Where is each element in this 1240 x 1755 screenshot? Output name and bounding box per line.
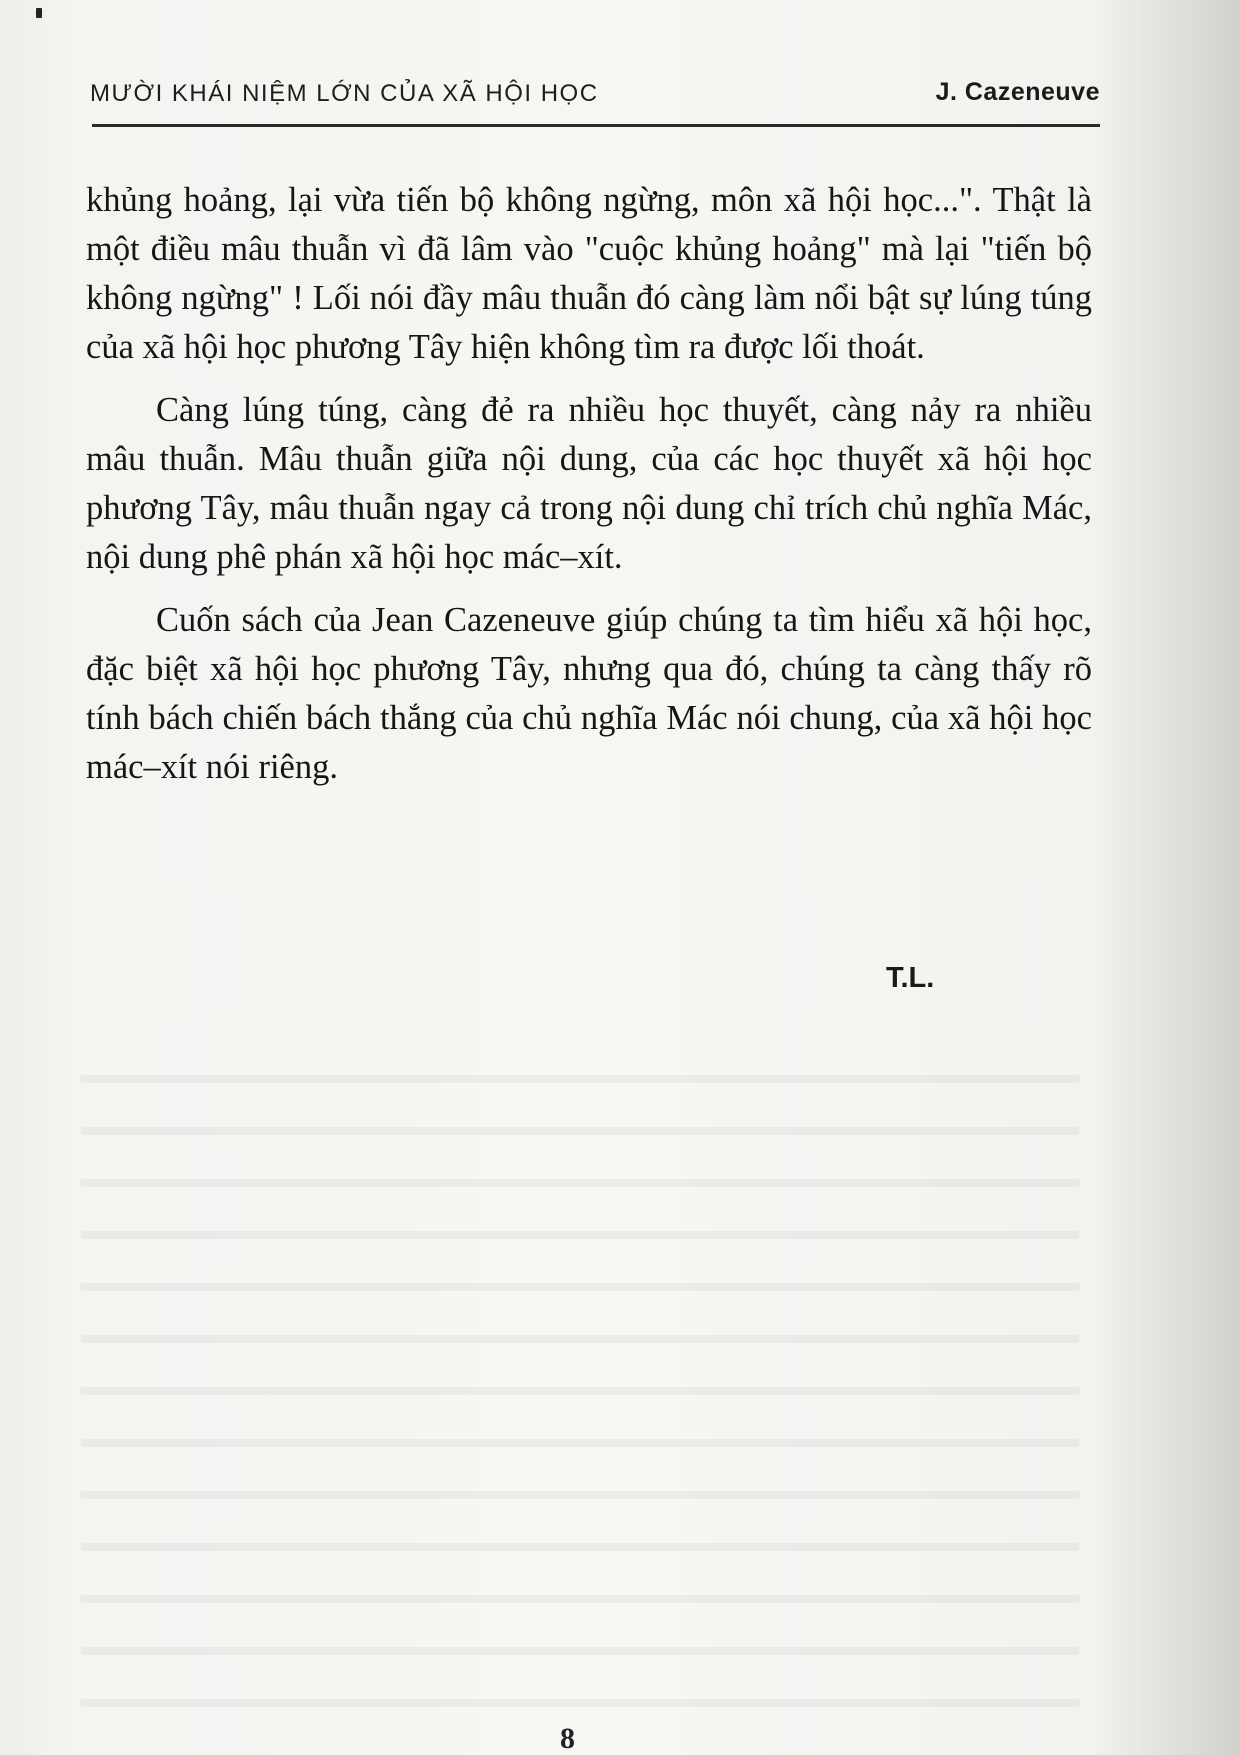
show-through-line: [80, 1283, 1080, 1291]
show-through-line: [80, 1491, 1080, 1499]
show-through-line: [80, 1647, 1080, 1655]
show-through-line: [80, 1543, 1080, 1551]
paragraph-3: Cuốn sách của Jean Cazeneuve giúp chúng ta tìm hiểu xã hội học, đặc biệt xã hội học phương Tây, nhưng qua đó, chúng ta càng thấy rõ tính bách chiến bách thắng của chủ nghĩa Mác nói chung, của xã hội học mác–xít nói riêng.: [86, 601, 1092, 786]
running-head-title: MƯỜI KHÁI NIỆM LỚN CỦA XÃ HỘI HỌC: [90, 80, 599, 107]
paragraph-2: Càng lúng túng, càng đẻ ra nhiều học thuyết, càng nảy ra nhiều mâu thuẫn. Mâu thuẫn giữa nội dung, của các học thuyết xã hội học phương Tây, mâu thuẫn ngay cả trong nội dung chỉ trích chủ nghĩa Mác, nội dung phê phán xã hội học mác–xít.: [86, 391, 1092, 576]
running-head-author: J. Cazeneuve: [935, 78, 1100, 106]
show-through-line: [80, 1335, 1080, 1343]
body-text: [86, 176, 1092, 806]
header-rule: [92, 124, 1100, 127]
show-through-line: [80, 1387, 1080, 1395]
show-through-line: [80, 1439, 1080, 1447]
show-through-line: [80, 1231, 1080, 1239]
page-number: 8: [560, 1722, 575, 1755]
show-through-line: [80, 1179, 1080, 1187]
corner-mark: [36, 8, 42, 18]
show-through-line: [80, 1127, 1080, 1135]
show-through-line: [80, 1699, 1080, 1707]
show-through-line: [80, 1075, 1080, 1083]
paragraph-1: khủng hoảng, lại vừa tiến bộ không ngừng, môn xã hội học...". Thật là một điều mâu thuẫn vì đã lâm vào "cuộc khủng hoảng" mà lại "tiến bộ không ngừng" ! Lối nói đầy mâu thuẫn đó càng làm nổi bật sự lúng túng của xã hội học phương Tây hiện không tìm ra được lối thoát.: [86, 181, 1092, 366]
running-head: [90, 74, 1100, 114]
show-through-line: [80, 1595, 1080, 1603]
signature: T.L.: [886, 962, 935, 994]
